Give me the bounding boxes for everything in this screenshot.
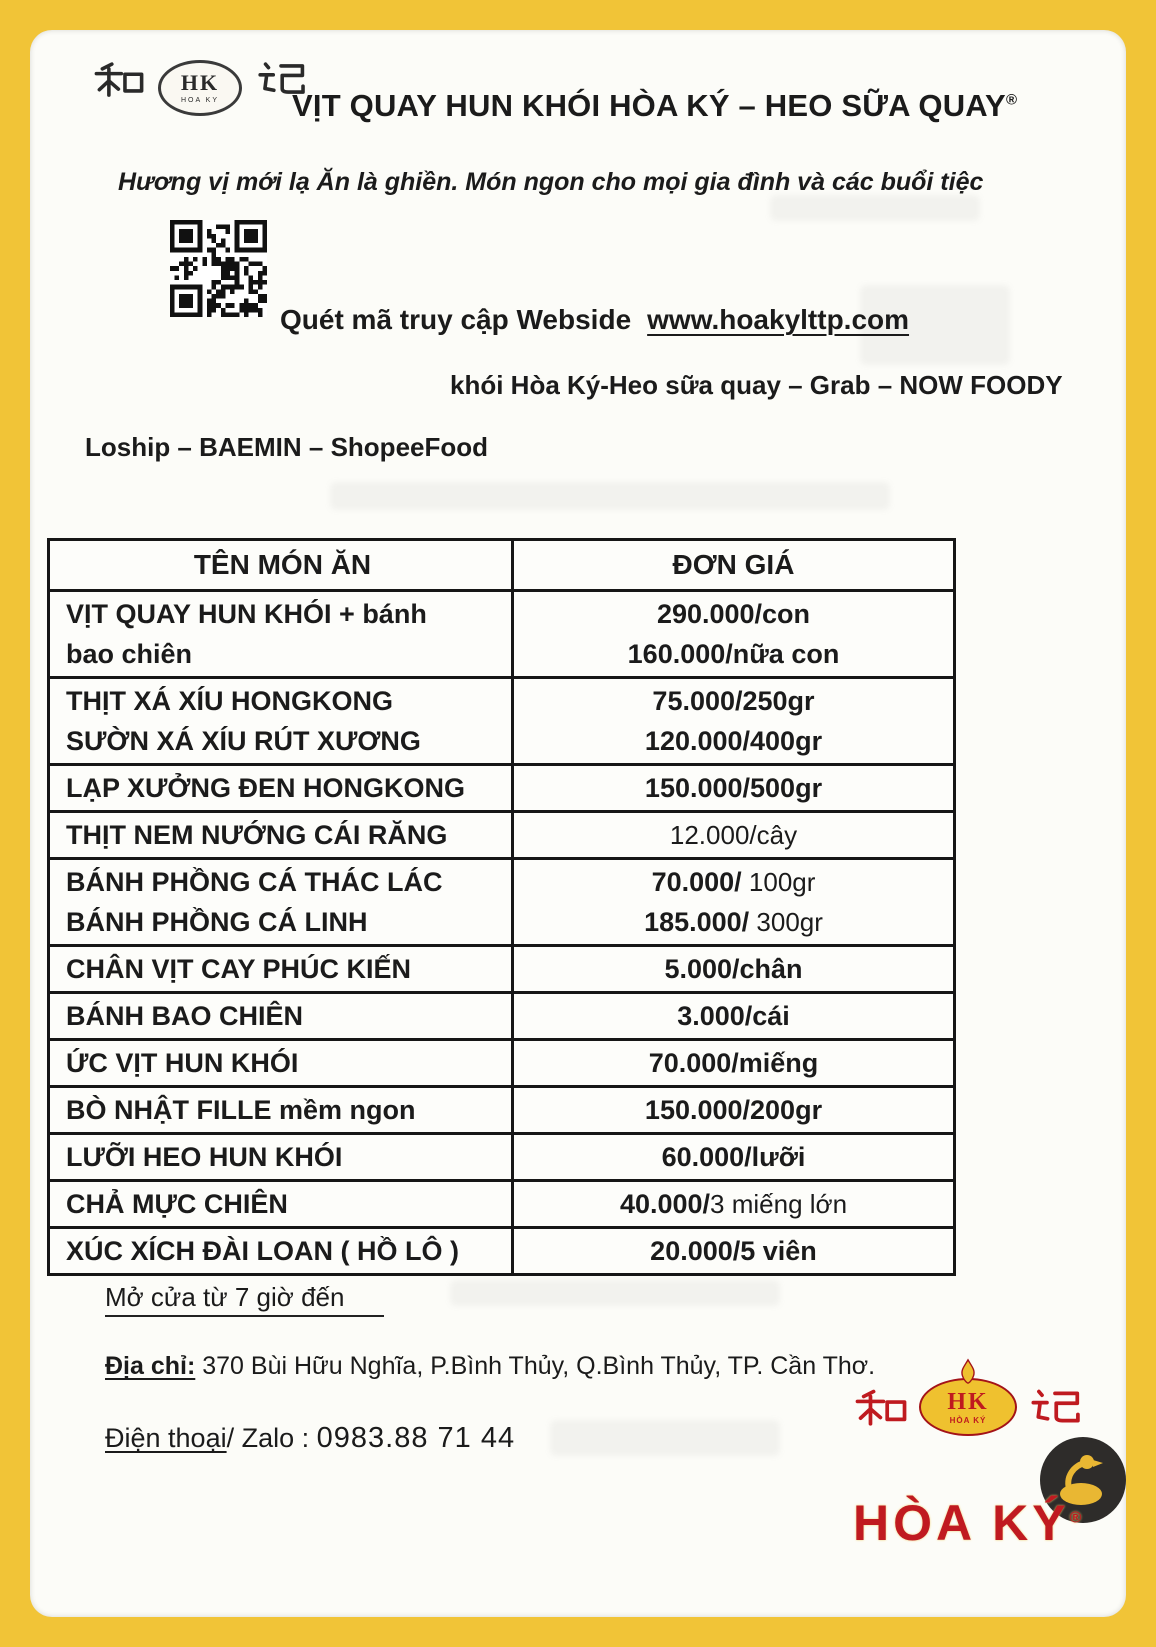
qr-caption: Quét mã truy cập Webside: [280, 304, 632, 335]
dish-name-cell: [50, 1135, 514, 1179]
menu-row: [50, 763, 953, 810]
qr-caption-row: [280, 304, 909, 336]
price-cell: [514, 994, 953, 1038]
brand-wordmark: [825, 1494, 1135, 1552]
dish-name-cell: [50, 1088, 514, 1132]
price-line: 150.000/500gr: [644, 773, 823, 803]
delivery-partners-line2: Loship – BAEMIN – ShopeeFood: [85, 432, 489, 462]
dish-name-cell: [50, 860, 514, 944]
price-cell: [514, 947, 953, 991]
dish-name-cell: [50, 592, 514, 676]
price-cell: [514, 679, 953, 763]
dish-name-line: CHÂN VỊT CAY PHÚC KIẾN: [66, 954, 412, 984]
hanzi-he-icon: [94, 58, 144, 100]
dish-name-line: ỨC VỊT HUN KHÓI: [66, 1048, 299, 1078]
price-line: 70.000/ 100gr: [651, 867, 816, 897]
price-cell: [514, 1088, 953, 1132]
price-line: 60.000/lưỡi: [661, 1142, 806, 1172]
menu-row: [50, 944, 953, 991]
hanzi-ji-icon: [1029, 1386, 1081, 1428]
price-cell: [514, 1135, 953, 1179]
dish-name-cell: [50, 994, 514, 1038]
dish-name-line: bao chiên: [66, 639, 193, 669]
badge-sub-text: HOA KY: [180, 97, 220, 104]
menu-table: [47, 538, 956, 1276]
column-header-dish: TÊN MÓN ĂN: [50, 541, 514, 589]
ghost-smudge: [550, 1420, 780, 1456]
badge-hk-text: HK: [947, 1388, 989, 1415]
badge-hk-text: HK: [180, 70, 220, 95]
opening-hours: [105, 1282, 384, 1313]
price-cell: [514, 1229, 953, 1273]
price-line: 70.000/miếng: [648, 1048, 819, 1078]
menu-row: [50, 810, 953, 857]
hanzi-he-icon: [855, 1386, 907, 1428]
ghost-smudge: [770, 195, 980, 221]
price-line: 160.000/nữa con: [627, 639, 840, 669]
hk-oval-badge: [919, 1378, 1017, 1436]
price-cell: [514, 766, 953, 810]
website-url: www.hoakylttp.com: [647, 304, 910, 335]
delivery-partners-line1: khói Hòa Ký-Heo sữa quay – Grab – NOW FOODY: [450, 370, 1063, 400]
price-line: 3.000/cái: [677, 1001, 790, 1031]
price-line: 120.000/400gr: [644, 726, 823, 756]
dish-name-line: BÁNH BAO CHIÊN: [66, 1001, 304, 1031]
brand-logo-top: [94, 58, 306, 116]
menu-table-header: [50, 541, 953, 589]
title-text: VỊT QUAY HUN KHÓI HÒA KÝ – HEO SỮA QUAY: [292, 88, 1006, 123]
phone-line: [105, 1422, 515, 1455]
opening-hours-text: Mở cửa từ 7 giờ đến: [105, 1282, 384, 1317]
dish-name-line: LẠP XƯỞNG ĐEN HONGKONG: [66, 773, 465, 803]
registered-mark: ®: [1069, 1509, 1082, 1527]
brand-logo-bottom: [825, 1378, 1135, 1588]
dish-name-line: BÒ NHẬT FILLE mềm ngon: [66, 1095, 416, 1125]
price-cell: [514, 1182, 953, 1226]
dish-name-cell: [50, 1229, 514, 1273]
menu-row: [50, 676, 953, 763]
price-line: 5.000/chân: [664, 954, 803, 984]
dish-name-line: CHẢ MỰC CHIÊN: [66, 1189, 288, 1219]
menu-row: [50, 857, 953, 944]
badge-sub-text: HÒA KÝ: [949, 1415, 987, 1425]
price-line: 150.000/200gr: [644, 1095, 823, 1125]
dish-name-line: BÁNH PHỒNG CÁ THÁC LÁC: [66, 867, 443, 897]
dish-name-line: BÁNH PHỒNG CÁ LINH: [66, 907, 368, 937]
ghost-smudge: [450, 1280, 780, 1306]
page-title: [292, 88, 1017, 124]
ghost-smudge: [330, 482, 890, 510]
price-line: 40.000/3 miếng lớn: [619, 1189, 848, 1219]
dish-name-cell: [50, 679, 514, 763]
menu-row: [50, 1226, 953, 1273]
phone-separator: / Zalo :: [226, 1423, 317, 1453]
price-line: 290.000/con: [656, 599, 811, 629]
qr-code: [170, 220, 267, 317]
menu-row: [50, 1085, 953, 1132]
address-label: Địa chỉ:: [105, 1352, 196, 1380]
dish-name-cell: [50, 1041, 514, 1085]
dish-name-cell: [50, 947, 514, 991]
price-cell: [514, 813, 953, 857]
price-line: 75.000/250gr: [652, 686, 815, 716]
price-cell: [514, 592, 953, 676]
phone-label: Điện thoại: [105, 1423, 227, 1453]
flame-icon: [956, 1358, 980, 1384]
price-cell: [514, 1041, 953, 1085]
price-cell: [514, 860, 953, 944]
column-header-price: ĐƠN GIÁ: [672, 549, 795, 580]
dish-name-line: THỊT XÁ XÍU HONGKONG: [66, 686, 394, 716]
menu-row: [50, 991, 953, 1038]
dish-name-line: VỊT QUAY HUN KHÓI + bánh: [66, 599, 427, 629]
tagline: Hương vị mới lạ Ăn là ghiền. Món ngon cho mọi gia đình và các buổi tiệc: [118, 168, 984, 196]
menu-row: [50, 1132, 953, 1179]
price-line: 185.000/ 300gr: [644, 907, 823, 937]
menu-table-body: [50, 589, 953, 1273]
logo-bottom-hanzi-row: [825, 1378, 1135, 1436]
menu-row: [50, 589, 953, 676]
dish-name-line: XÚC XÍCH ĐÀI LOAN ( HỒ LÔ ): [66, 1236, 459, 1266]
registered-mark: ®: [1005, 91, 1018, 109]
address-text: 370 Bùi Hữu Nghĩa, P.Bình Thủy, Q.Bình Thủy, TP. Cần Thơ.: [195, 1352, 876, 1380]
price-line: 20.000/5 viên: [650, 1236, 817, 1266]
dish-name-line: LƯỠI HEO HUN KHÓI: [66, 1142, 343, 1172]
menu-row: [50, 1038, 953, 1085]
menu-row: [50, 1179, 953, 1226]
menu-page: [30, 30, 1126, 1617]
dish-name-cell: [50, 1182, 514, 1226]
dish-name-line: SƯỜN XÁ XÍU RÚT XƯƠNG: [66, 726, 421, 756]
price-line: 12.000/cây: [669, 820, 798, 850]
brand-text: HÒA KÝ: [853, 1495, 1070, 1551]
dish-name-line: THỊT NEM NƯỚNG CÁI RĂNG: [66, 820, 448, 850]
dish-name-cell: [50, 813, 514, 857]
dish-name-cell: [50, 766, 514, 810]
hk-oval-badge: [158, 60, 242, 116]
phone-number: 0983.88 71 44: [316, 1422, 516, 1454]
address-line: [105, 1352, 875, 1381]
